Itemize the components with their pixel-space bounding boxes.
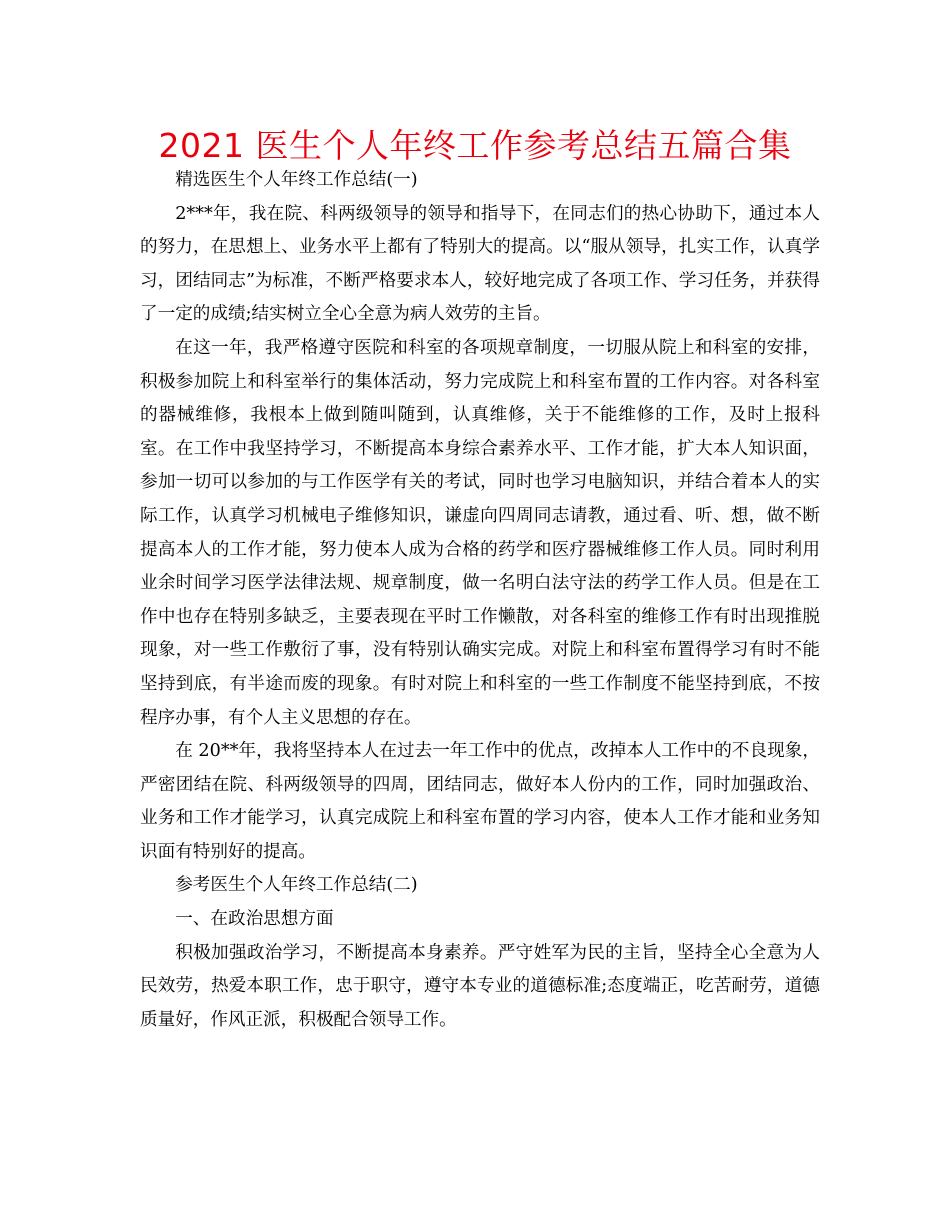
body-paragraph: 2***年，我在院、科两级领导的领导和指导下，在同志们的热心协助下，通过本人的努力，在思想上、业务水平上都有了特别大的提高。以“服从领导，扎实工作，认真学习，团结同志”为标准，不断严格要求本人，较好地完成了各项工作、学习任务，并获得了一定的成绩;结实树立全心全意为病人效劳的主旨。 [140, 203, 820, 325]
section-heading-2: 参考医生个人年终工作总结(二) [175, 875, 418, 896]
body-paragraph: 在这一年，我严格遵守医院和科室的各项规章制度，一切服从院上和科室的安排，积极参加院上和科室举行的集体活动，努力完成院上和科室布置的工作内容。对各科室的器械维修，我根本上做到随叫随到，认真维修，关于不能维修的工作，及时上报科室。在工作中我坚持学习，不断提高本身综合素养水平、工作才能，扩大本人知识面，参加一切可以参加的与工作医学有关的考试，同时也学习电脑知识，并结合着本人的实际工作，认真学习机械电子维修知识，谦虚向四周同志请教，通过看、听、想，做不断提高本人的工作才能，努力使本人成为合格的药学和医疗器械维修工作人员。同时利用业余时间学习医学法律法规、规章制度，做一名明白法守法的药学工作人员。但是在工作中也存在特别多缺乏，主要表现在平时工作懒散，对各科室的维修工作有时出现推脱现象，对一些工作敷衍了事，没有特别认确实完成。对院上和科室布置得学习有时不能坚持到底，有半途而废的现象。有时对院上和科室的一些工作制度不能坚持到底，不按程序办事，有个人主义思想的存在。 [140, 337, 820, 728]
subsection-heading: 一、在政治思想方面 [175, 909, 334, 930]
document-body [140, 164, 820, 1037]
section-heading-1: 精选医生个人年终工作总结(一) [175, 170, 418, 190]
body-paragraph: 在 20**年，我将坚持本人在过去一年工作中的优点，改掉本人工作中的不良现象，严密团结在院、科两级领导的四周，团结同志，做好本人份内的工作，同时加强政治、业务和工作才能学习，认真完成院上和科室布置的学习内容，使本人工作才能和业务知识面有特别好的提高。 [140, 741, 820, 862]
body-paragraph: 积极加强政治学习，不断提高本身素养。严守姓军为民的主旨，坚持全心全意为人民效劳，热爱本职工作，忠于职守，遵守本专业的道德标准;态度端正，吃苦耐劳，道德质量好，作风正派，积极配合领导工作。 [140, 942, 820, 1030]
document-title: 2021 医生个人年终工作参考总结五篇合集 [158, 126, 792, 165]
